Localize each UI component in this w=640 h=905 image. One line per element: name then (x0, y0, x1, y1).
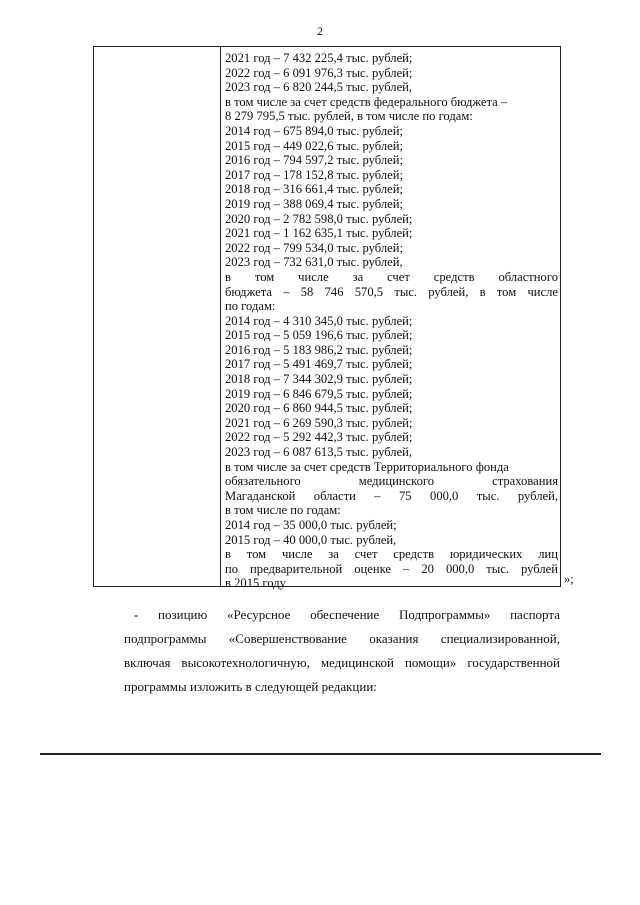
paragraph-line: - позицию «Ресурсное обеспечение Подпрограммы» паспорта (134, 607, 560, 622)
table-line: в 2015 году (225, 576, 286, 591)
paragraph-line: программы изложить в следующей редакции: (124, 679, 377, 694)
table-line: 2015 год – 449 022,6 тыс. рублей; (225, 138, 403, 153)
table-line: в том числе за счет средств областного (225, 269, 558, 284)
table-line: 2016 год – 794 597,2 тыс. рублей; (225, 153, 403, 168)
funding-cell (225, 51, 558, 591)
table-line: 2021 год – 1 162 635,1 тыс. рублей; (225, 226, 413, 241)
page-number: 2 (317, 24, 323, 38)
table-line: в том числе за счет средств юридических лиц (225, 547, 558, 562)
table-line: 2014 год – 35 000,0 тыс. рублей; (225, 518, 397, 532)
column-divider (220, 47, 221, 586)
table-line: 2020 год – 2 782 598,0 тыс. рублей; (225, 211, 413, 226)
table-line: в том числе по годам: (225, 503, 341, 518)
table-line: 2022 год – 799 534,0 тыс. рублей; (225, 240, 403, 255)
table-line: 2020 год – 6 860 944,5 тыс. рублей; (225, 401, 413, 416)
table-line: 2023 год – 6 820 244,5 тыс. рублей, (225, 80, 413, 95)
table-line: 2016 год – 5 183 986,2 тыс. рублей; (225, 342, 413, 357)
amendment-paragraph (124, 603, 560, 699)
table-line: 2015 год – 5 059 196,6 тыс. рублей; (225, 328, 413, 343)
table-line: Магаданской области – 75 000,0 тыс. рублей, (225, 488, 558, 503)
table-line: 2014 год – 675 894,0 тыс. рублей; (225, 123, 403, 138)
table-line: 2022 год – 6 091 976,3 тыс. рублей; (225, 65, 413, 80)
table-line: 2023 год – 732 631,0 тыс. рублей, (225, 255, 403, 270)
horizontal-rule (40, 753, 601, 755)
table-line: 2018 год – 7 344 302,9 тыс. рублей; (225, 372, 413, 387)
table-line: бюджета – 58 746 570,5 тыс. рублей, в том числе (225, 284, 558, 299)
table-line: 2019 год – 6 846 679,5 тыс. рублей; (225, 386, 413, 401)
paragraph-line: подпрограммы «Совершенствование оказания специализированной, (124, 631, 560, 646)
table-line: 2021 год – 6 269 590,3 тыс. рублей; (225, 415, 413, 430)
table-line: в том числе за счет средств Территориального фонда (225, 459, 509, 474)
table-line: 2017 год – 5 491 469,7 тыс. рублей; (225, 357, 413, 372)
table-line: 2015 год – 40 000,0 тыс. рублей, (225, 532, 397, 547)
table-line: 8 279 795,5 тыс. рублей, в том числе по годам: (225, 109, 473, 124)
table-line: 2014 год – 4 310 345,0 тыс. рублей; (225, 313, 413, 328)
table-line: 2017 год – 178 152,8 тыс. рублей; (225, 167, 403, 182)
resource-table (93, 46, 561, 591)
table-line: обязательного медицинского страхования (225, 474, 558, 489)
table-line: 2019 год – 388 069,4 тыс. рублей; (225, 196, 403, 211)
table-line: 2018 год – 316 661,4 тыс. рублей; (225, 182, 403, 197)
closing-quote-mark: »; (564, 572, 574, 586)
table-line: 2023 год – 6 087 613,5 тыс. рублей, (225, 445, 413, 460)
table-line: в том числе за счет средств федерального бюджета – (225, 94, 508, 109)
table-line: 2022 год – 5 292 442,3 тыс. рублей; (225, 430, 413, 445)
paragraph-line: включая высокотехнологичную, медицинской помощи» государственной (124, 655, 560, 670)
table-line: по предварительной оценке – 20 000,0 тыс. рублей (225, 561, 558, 576)
table-line: 2021 год – 7 432 225,4 тыс. рублей; (225, 51, 413, 65)
table-line: по годам: (225, 299, 276, 314)
